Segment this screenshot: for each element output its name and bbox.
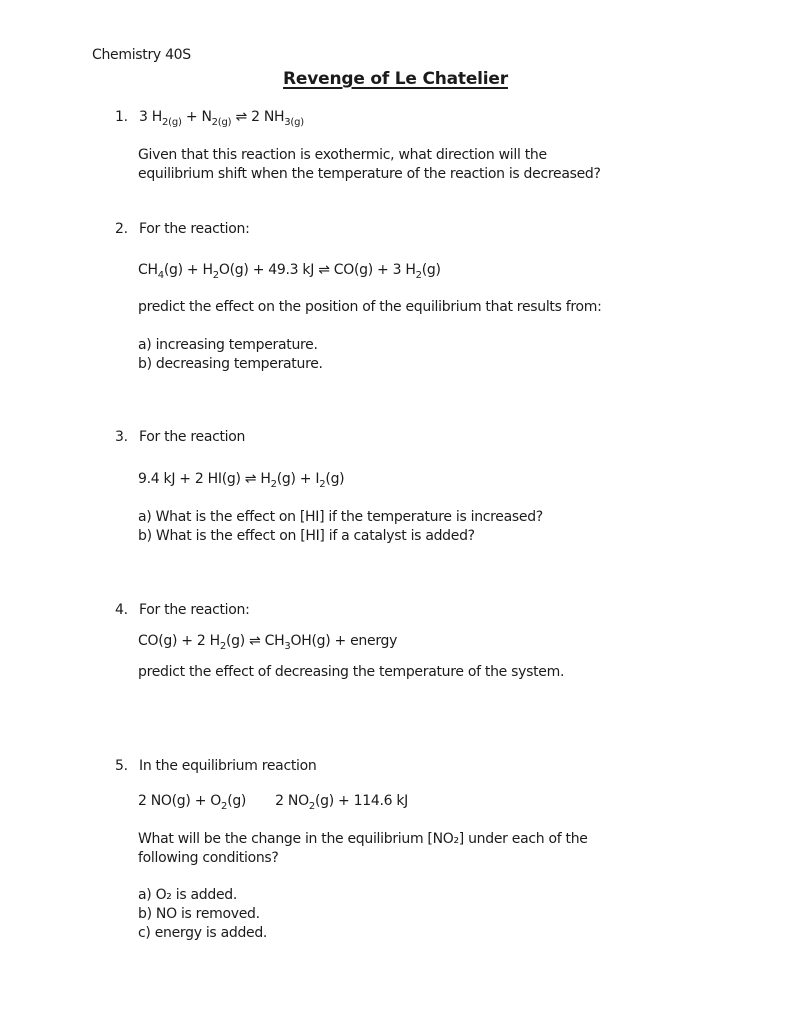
question-4-lead: For the reaction: (139, 602, 250, 618)
question-4-body-line-1: predict the effect of decreasing the temperature of the system. (138, 664, 565, 680)
question-3-part-a: a) What is the effect on [HI] if the temperature is increased? (138, 509, 543, 525)
question-1-equation: 3 $H_{2(g)} + N_{2(g)}$ ⇌ 2 $NH_{3(g)}$ (139, 109, 304, 128)
question-2-header (115, 220, 250, 239)
question-1-body-line-1: Given that this reaction is exothermic, what direction will the (138, 147, 547, 163)
question-2-part-a: a) increasing temperature. (138, 337, 318, 353)
question-4-equation: CO(g) + 2 $H_2(g)$ ⇌ $CH_3OH(g)$ + energy (138, 633, 398, 652)
question-5-part-b: b) NO is removed. (138, 906, 260, 922)
question-1-header (115, 108, 304, 132)
question-2-body-line-1: predict the effect on the position of the equilibrium that results from: (138, 299, 602, 315)
question-5-part-a: a) O₂ is added. (138, 887, 238, 903)
question-1-body-line-2: equilibrium shift when the temperature of the reaction is decreased? (138, 166, 601, 182)
question-3-part-b: b) What is the effect on [HI] if a catalyst is added? (138, 528, 475, 544)
question-2-lead: For the reaction: (139, 221, 250, 237)
title-row (0, 68, 791, 91)
question-5-part-c: c) energy is added. (138, 925, 268, 941)
question-5-body-line-1: What will be the change in the equilibrium [NO₂] under each of the (138, 831, 588, 847)
question-4-header (115, 601, 250, 620)
question-5-equation: 2 $NO(g) + O_2(g)$ 2 $NO_2(g) + 114.6$ kJ (138, 793, 408, 812)
question-4-number: 4. (115, 602, 128, 618)
question-3-equation: 9.4 kJ + 2 HI(g) ⇌ $H_2(g) + I_2(g)$ (138, 471, 345, 490)
course-label: Chemistry 40S (92, 47, 191, 63)
question-5-header (115, 757, 316, 776)
question-1-number: 1. (115, 109, 128, 125)
question-2-number: 2. (115, 221, 128, 237)
question-5-number: 5. (115, 758, 128, 774)
question-3-lead: For the reaction (139, 429, 246, 445)
question-2-part-b: b) decreasing temperature. (138, 356, 323, 372)
question-5-body-line-2: following conditions? (138, 850, 279, 866)
question-5-lead: In the equilibrium reaction (139, 758, 317, 774)
question-3-number: 3. (115, 429, 128, 445)
question-3-header (115, 428, 245, 447)
question-2-equation: $CH_4(g) + H_2O(g) + 49.3$ kJ ⇌ CO(g) + 3 $H_2(g)$ (138, 262, 441, 281)
page-title: Revenge of Le Chatelier (283, 69, 508, 89)
